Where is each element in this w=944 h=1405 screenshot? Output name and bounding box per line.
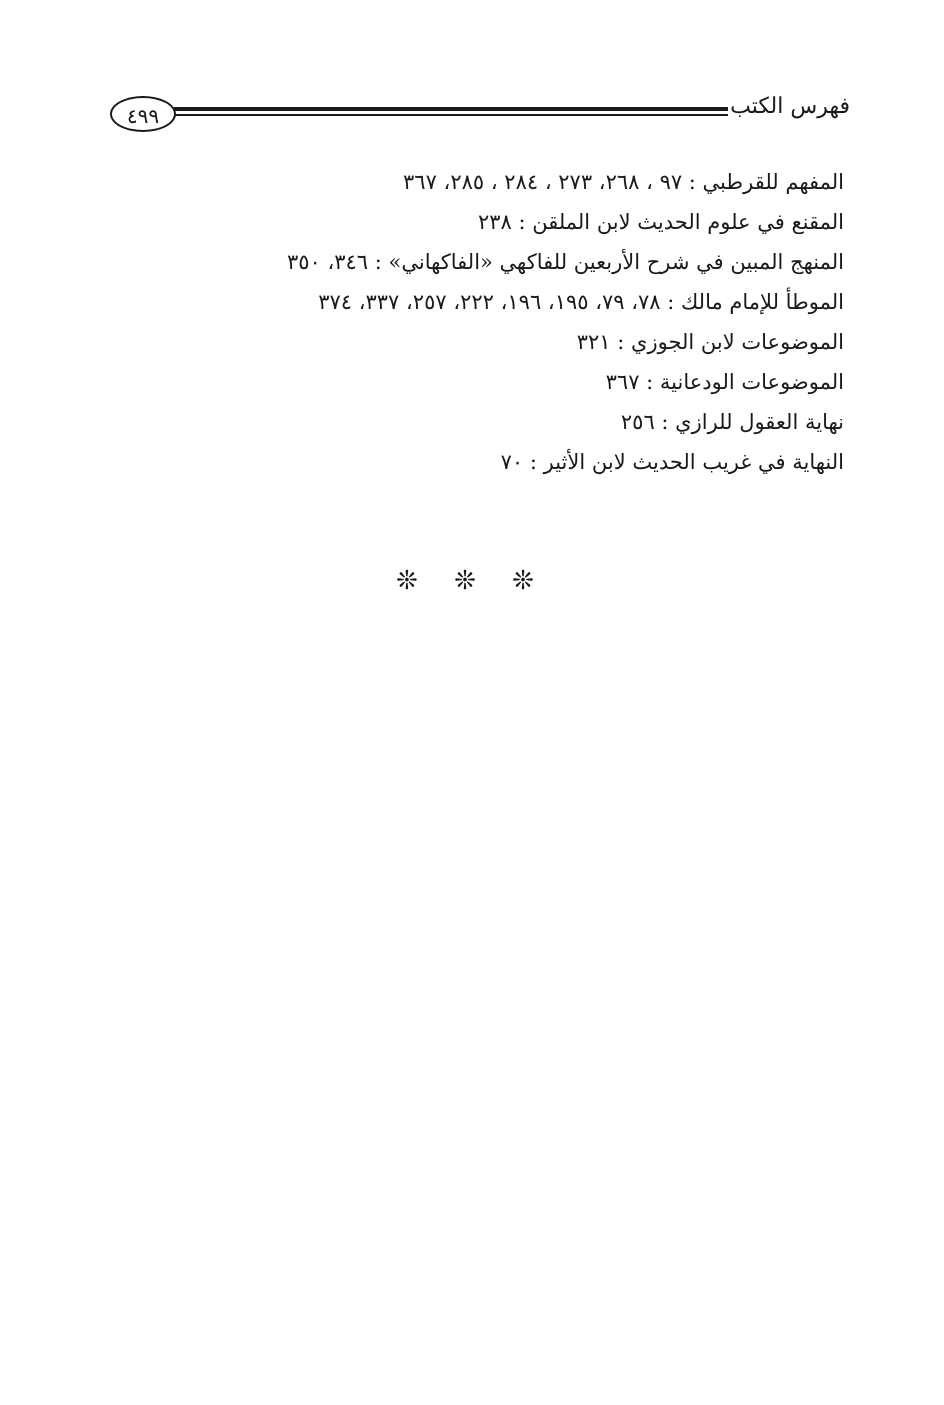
index-entry: النهاية في غريب الحديث لابن الأثير : ٧٠ bbox=[500, 450, 844, 474]
index-entries bbox=[286, 162, 844, 482]
index-entry: نهاية العقول للرازي : ٢٥٦ bbox=[620, 410, 844, 434]
index-entry: المفهم للقرطبي : ٩٧ ، ٢٦٨، ٢٧٣ ، ٢٨٤ ، ٢٨٥، ٣٦٧ bbox=[403, 170, 844, 194]
header-rule-thick bbox=[174, 107, 728, 111]
index-entry: الموضوعات الودعانية : ٣٦٧ bbox=[605, 370, 844, 394]
index-entry: المنهج المبين في شرح الأربعين للفاكهي «الفاكهاني» : ٣٤٦، ٣٥٠ bbox=[286, 250, 844, 274]
section-end-ornament: ❊ ❊ ❊ bbox=[396, 566, 548, 596]
running-title: فهرس الكتب bbox=[730, 94, 850, 119]
header-rule-thin bbox=[174, 114, 728, 116]
page-header bbox=[110, 90, 850, 140]
header-rule bbox=[174, 107, 728, 119]
index-entry: الموطأ للإمام مالك : ٧٨، ٧٩، ١٩٥، ١٩٦، ٢٢٢، ٢٥٧، ٣٣٧، ٣٧٤ bbox=[318, 290, 844, 314]
index-entry: الموضوعات لابن الجوزي : ٣٢١ bbox=[576, 330, 844, 354]
index-entry: المقنع في علوم الحديث لابن الملقن : ٢٣٨ bbox=[477, 210, 844, 234]
page-number: ٤٩٩ bbox=[110, 96, 176, 132]
